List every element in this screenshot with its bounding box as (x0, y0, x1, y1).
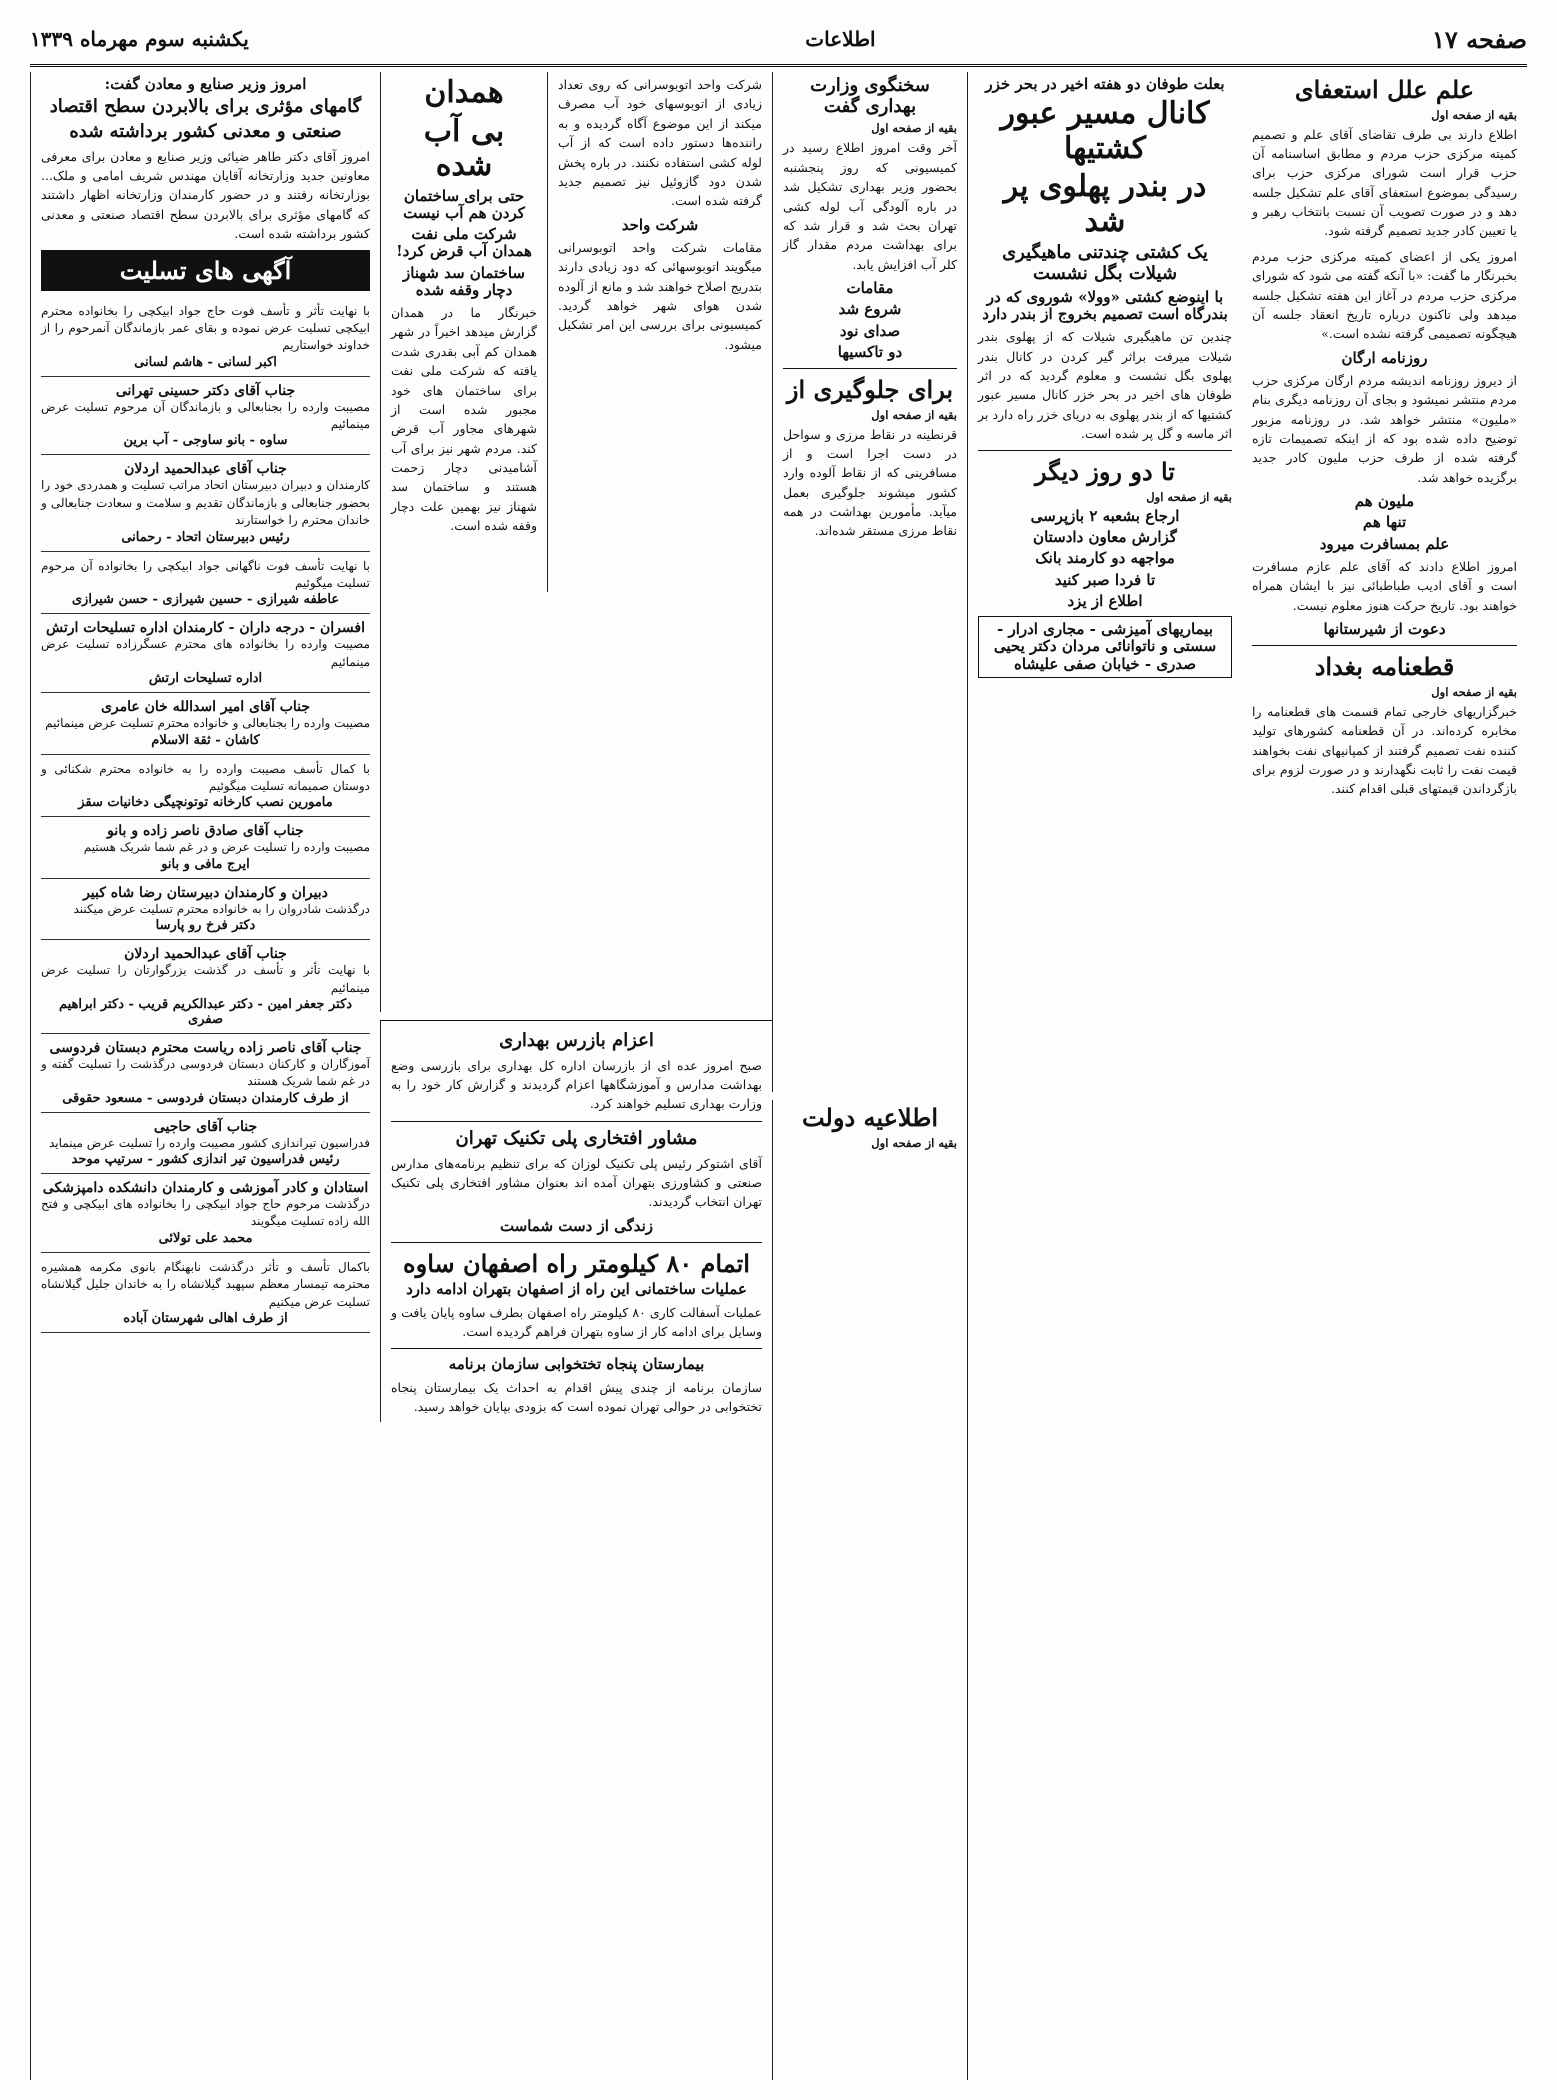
divider (391, 1121, 762, 1122)
article-body: آقای اشتوکر رئیس پلی تکنیک لوزان که برای تنظیم برنامه‌های مدارس صنعتی و کشاورزی بتهران آمده اند بعنوان مشاور افتخاری پلی تکنیک تهران انتخاب گردیدند. (391, 1155, 762, 1210)
continued-label: بقیه از صفحه اول (871, 1135, 957, 1150)
condolence-notice (41, 377, 370, 456)
notice-signature: رئیس دبیرستان اتحاد - رحمانی (121, 529, 290, 545)
continued-label: بقیه از صفحه اول (871, 121, 957, 136)
condolence-ads-title: آگهی های تسلیت (41, 250, 370, 291)
notice-body: درگذشت مرحوم حاج جواد ابیکچی را بخانواده های ابیکچی و فتح الله زاده تسلیت میگویند (41, 1197, 370, 1229)
subheadline: عملیات ساختمانی این راه از اصفهان بتهران ادامه دارد (406, 1280, 747, 1299)
notice-body: باکمال تأسف و تأثر درگذشت نابهنگام بانوی مکرمه همشیره محترمه تیمسار معظم سپهبد گیلانشاه را به خاندان جلیل گیلانشاه تسلیت عرض میکنیم (41, 1259, 370, 1309)
notice-signature: از طرف کارمندان دبستان فردوسی - مسعود حقوقی (62, 1090, 349, 1106)
notice-signature: اداره تسلیحات ارتش (148, 671, 263, 687)
notice-signature: اکبر لسانی - هاشم لسانی (134, 354, 277, 370)
subhead: علم بمسافرت میرود (1319, 534, 1450, 553)
headline: کانال مسیر عبور کشتیها (1000, 96, 1210, 166)
continued-label: بقیه از صفحه اول (1146, 489, 1232, 504)
notice-body: کارمندان و دبیران دبیرستان اتحاد مراتب تسلیت و همدردی خود را بحضور جنابعالی و بازماندگان تقدیم و سلامت و سعادت جنابعالی و خاندان محترم را خواستارند (41, 478, 370, 528)
notice-title: جناب آقای صادق ناصر زاده و بانو (107, 823, 304, 840)
article-body: چندین تن ماهیگیری شیلات که از پهلوی بندر شیلات میرفت براثر گیر کردن در کانال بندر پهلوی بگل نشست و معلوم گردید که در اثر طوفان های اخیر در بحر خزر کانال مسیر عبور کشتیها که از بندر پهلوی به دریای خزر راه دارد بر اثر ماسه و گل پر شده است. (978, 329, 1232, 441)
notice-body: آموزگاران و کارکنان دبستان فردوسی درگذشت را تسلیت گفته و در غم شما شریک هستند (41, 1056, 370, 1089)
divider (783, 368, 957, 369)
divider (391, 1348, 762, 1349)
article-title: بیمارستان پنجاه تختخوابی سازمان برنامه (448, 1355, 705, 1374)
notice-title: استادان و کادر آموزشی و کارمندان دانشکده دامپزشکی (42, 1180, 369, 1197)
article-title: اتمام ۸۰ کیلومتر راه اصفهان ساوه (403, 1248, 750, 1278)
page-number: صفحه ۱۷ (1431, 24, 1527, 54)
condolence-notice (41, 817, 370, 878)
subhead: روزنامه ارگان (1341, 348, 1428, 367)
headline: همدان (424, 75, 504, 110)
divider (1252, 645, 1517, 646)
column-2 (967, 72, 1242, 2080)
subhead: صدای نود (839, 321, 901, 340)
article-body: سازمان برنامه از چندی پیش اقدام به احداث یک بیمارستان پنجاه تختخوابی در حوالی تهران نموده است که بزودی بپایان خواهد رسید. (391, 1379, 762, 1415)
notice-body: با نهایت تأثر و تأسف در گذشت بزرگوارتان را تسلیت عرض مینمائیم (41, 963, 370, 995)
notice-body: مصیبت وارده را بجنابعالی و بازماندگان آن مرحوم تسلیت عرض مینمائیم (41, 399, 370, 432)
subhead: تنها هم (1362, 513, 1407, 532)
notice-title: جناب آقای حاجیی (153, 1118, 258, 1135)
article-title: اطلاعیه دولت (801, 1103, 939, 1132)
column-1 (1242, 72, 1527, 2080)
notice-signature: کاشان - ثقة الاسلام (151, 732, 260, 748)
condolence-notice (41, 552, 370, 615)
article-body: مقامات شرکت واحد اتوبوسرانی میگویند اتوبوسهائی که دود زیادی دارند بتدریج اصلاح خواهند شد و مانع از آلوده شدن هوای شهر خواهد گردید. کمیسیونی برای بررسی این امر تشکیل میشود. (558, 239, 762, 352)
notice-body: درگذشت شادروان را به خانواده محترم تسلیت عرض میکنند (73, 901, 370, 916)
condolence-notice (41, 1174, 370, 1253)
subhead: شروع شد (838, 300, 902, 319)
article-body: امروز یکی از اعضای کمیته مرکزی حزب مردم بخبرنگار ما گفت: «با آنکه گفته می شود که شورای مرکزی حزب مردم در آغاز این هفته تشکیل جلسه میدهد ولی تاکنون درباره تاریخ انعقاد جلسه آن هیچگونه تصمیمی گرفته نشده است.» (1252, 248, 1517, 342)
subhead: زندگی از دست شماست (499, 1216, 654, 1235)
condolence-notice (41, 755, 370, 818)
paper-name: اطلاعات (805, 27, 876, 51)
notice-signature: رئیس فدراسیون تیر اندازی کشور - سرتیپ موحد (71, 1152, 340, 1168)
notice-body: مصیبت وارده را تسلیت عرض و در غم شما شریک هستیم (83, 840, 370, 855)
masthead-rule (30, 64, 1527, 67)
subhead: دعوت از شیرستانها (1323, 620, 1446, 639)
condolence-notice (41, 1034, 370, 1113)
subhead: مقامات (846, 279, 894, 297)
continued-label: بقیه از صفحه اول (871, 407, 957, 422)
condolence-notice (41, 614, 370, 693)
condolence-notice (41, 879, 370, 940)
divider (391, 1242, 762, 1243)
article-body: امروز آقای دکتر طاهر ضیائی وزیر صنایع و معادن برای معرفی معاونین جدید وزارتخانه آقایان مهندس شریف امامی و ملک... بوزارتخانه رفتند و در حضور کارمندان وزارتخانه اظهار داشتند که گامهای مؤثری برای بالابردن سطح اقتصاد صنعتی و معدنی کشور برداشته شده است. (41, 148, 370, 242)
article-body: امروز اطلاع دادند که آقای علم عازم مسافرت است و آقای ادیب طباطبائی نیز با ایشان همراه خواهند بود. تاریخ حرکت هنوز معلوم نیست. (1252, 558, 1517, 613)
article-title: علم علل استعفای (1294, 75, 1475, 104)
condolence-notice (41, 940, 370, 1034)
article-body: قرنطینه در نقاط مرزی و سواحل در دست اجرا است و از مسافرینی که از نقاط آلوده وارد کشور میشوند جلوگیری بعمل میآید. مأمورین بهداشت در همه نقاط مرزی مستقر شده‌اند. (783, 426, 957, 539)
notice-title: افسران - درجه داران - کارمندان اداره تسلیحات ارتش (46, 620, 365, 637)
column-3-lower (772, 1100, 967, 2080)
notice-signature: ساوه - بانو ساوجی - آب برین (123, 433, 288, 449)
article-body: عملیات آسفالت کاری ۸۰ کیلومتر راه اصفهان بطرف ساوه پایان یافت و وسایل برای ادامه کار از ساوه بتهران فراهم گردیده است. (391, 1304, 762, 1340)
headline: صنعتی و معدنی کشور برداشته شده (69, 120, 342, 142)
article-body: خبرگزاریهای خارجی تمام قسمت های قطعنامه را مخابره کرده‌اند. در آن قطعنامه کشورهای تولید کننده نفت تصمیم گرفتند از کمپانیهای نفت بخواهند قیمت نفت را ثابت نگهدارند و در صورت لزوم برای بازگرداندن قیمتهای قبلی اقدام کنند. (1252, 703, 1517, 797)
column-6 (30, 72, 380, 2080)
subhead: دو تاکسیها (837, 342, 903, 361)
notice-signature: مامورین نصب کارخانه توتونچیگی دخانیات سقز (78, 795, 333, 811)
headline: بی آب شده (423, 113, 505, 183)
subheadline: با اینوضع کشتی «وولا» شوروی که در بندرگاه است تصمیم بخروج از بندر دارد (982, 287, 1228, 323)
notice-signature: ایرج مافی و بانو (161, 856, 250, 872)
article-body: شرکت واحد اتوبوسرانی که روی تعداد زیادی از اتوبوسهای خود آب مصرف میکند از این موضوع آگاه گردیده و به راننده‌ها دستور داده است که از آب لوله کشی استفاده نکنند. در باره پخش شدن دود گازوئیل نیز تصمیم جدید گرفته شده است. (558, 77, 762, 209)
continued-label: بقیه از صفحه اول (1431, 684, 1517, 699)
subhead: ارجاع بشعبه ۲ بازپرسی (1030, 506, 1180, 525)
article-title: برای جلوگیری از (786, 375, 954, 404)
headline: گامهای مؤثری برای بالابردن سطح اقتصاد (49, 96, 362, 118)
article-title: تا دو روز دیگر (1035, 457, 1175, 487)
notice-title: جناب آقای دکتر حسینی تهرانی (115, 382, 296, 399)
notice-title: دبیران و کارمندان دبیرستان رضا شاه کبیر (83, 884, 328, 901)
condolence-notices (41, 297, 370, 1334)
notice-body: با نهایت تأسف فوت ناگهانی جواد ابیکچی را بخانواده آن مرحوم تسلیت میگوئیم (41, 558, 370, 591)
advertisement: بیماریهای آمیزشی - مجاری ادرار - سستی و ناتوانائی مردان دکتر یحیی صدری - خیابان صفی علیشاه (978, 616, 1232, 678)
notice-body: با کمال تأسف مصیبت وارده را به خانواده محترم شکنائی و دوستان صمیمانه تسلیت میگوئیم (41, 761, 370, 793)
subhead: تا فردا صبر کنید (1054, 570, 1156, 589)
article-title: اعزام بازرس بهداری (499, 1030, 654, 1051)
condolence-notice (41, 455, 370, 551)
article-body: خبرنگار ما در همدان گزارش میدهد اخیراً در شهر همدان کم آبی بقدری شدت یافته که شرکت ملی نفت برای ساختمان های خود مجبور شده است از شهرهای مجاور آب قرض کند. مردم شهر نیز برای آب آشامیدنی دچار زحمت هستند و ساختمان سد شهناز نیز بهمین علت دچار وقفه شده است. (391, 305, 537, 534)
notice-title: جناب آقای عبدالحمید اردلان (124, 946, 287, 963)
subhead: گزارش معاون دادستان (1033, 528, 1177, 547)
subheadline: شرکت ملی نفت همدان آب قرض کرد! (396, 225, 532, 261)
subhead: ملیون هم (1354, 492, 1415, 511)
notice-title: جناب آقای امیر اسدالله خان عامری (100, 699, 311, 716)
article-body: صبح امروز عده ای از بازرسان اداره کل بهداری برای بازرسی وضع بهداشت مدارس و آموزشگاهها اعزام گردیدند و گزارش کار خود را به وزارت بهداری تسلیم خواهند کرد. (391, 1057, 762, 1112)
headline: سخنگوی وزارت بهداری گفت (810, 75, 930, 117)
issue-date: یکشنبه سوم مهرماه ۱۳۳۹ (30, 27, 249, 51)
condolence-notice (41, 1253, 370, 1333)
lower-center-block (380, 1020, 772, 1422)
condolence-notice (41, 1113, 370, 1174)
masthead (30, 18, 1527, 60)
article-body: آخر وقت امروز اطلاع رسید در کمیسیونی که روز پنجشنبه بحضور وزیر بهداری تشکیل شد در باره آلودگی آب لوله کشی تهران بحث شد و قرار شد که برای بهداشت مردم مقدار گاز کلر آب افزایش یابد. (783, 140, 957, 272)
notice-body: با نهایت تأثر و تأسف فوت حاج جواد ابیکچی را بخانواده محترم ابیکچی تسلیت عرض نموده و بقای عمر بازماندگان آنمرحوم را از خداوند خواستاریم (41, 303, 370, 353)
headline: در بندر پهلوی پر شد (1003, 169, 1207, 239)
divider (978, 450, 1232, 451)
column-5 (380, 72, 547, 1012)
subheadline: حتی برای ساختمان کردن هم آب نیست (403, 186, 525, 222)
subheadline: ساختمان سد شهناز دچار وقفه شده (403, 263, 525, 299)
headline-kicker: بعلت طوفان دو هفته اخیر در بحر خزر (985, 75, 1225, 93)
article-title: مشاور افتخاری پلی تکنیک تهران (455, 1127, 698, 1149)
continued-label: بقیه از صفحه اول (1431, 107, 1517, 122)
notice-signature: محمد علی تولائی (158, 1230, 253, 1246)
notice-title: جناب آقای ناصر زاده ریاست محترم دبستان فردوسی (49, 1039, 362, 1056)
subhead: اطلاع از یزد (1067, 591, 1143, 610)
notice-title: جناب آقای عبدالحمید اردلان (124, 461, 287, 478)
subhead: شرکت واحد (621, 215, 699, 234)
article-body: از دیروز روزنامه اندیشه مردم ارگان مرکزی حزب مردم منتشر نمیشود و بجای آن روزنامه دیگری بنام «ملیون» منتشر خواهد شد. در روزنامه مزبور توضیح داده شده بود که از اینکه تصمیمات تازه گرفته شده از طرف حزب ملیون کادر جدید برگزیده خواهد شد. (1252, 372, 1517, 485)
column-4 (547, 72, 772, 592)
headline-kicker: امروز وزیر صنایع و معادن گفت: (104, 75, 307, 93)
notice-signature: دکتر جعفر امین - دکتر عبدالکریم قریب - دکتر ابراهیم صفری (58, 996, 353, 1027)
column-3 (772, 72, 967, 1092)
article-body: اطلاع دارند بی طرف تقاضای آقای علم و تصمیم کمیته مرکزی حزب مردم و مطابق اساسنامه آن حزب قرار است شورای مرکزی حزب برای رسیدگی بموضوع استعفای آقای علم تشکیل جلسه دهد و در صورت تصویب آن نسبت بانتخاب رهبر و یا تعیین کادر جدید تصمیم گرفته شود. (1252, 126, 1517, 239)
subheadline: یک کشتی چندتنی ماهیگیری شیلات بگل نشست (1002, 242, 1208, 284)
notice-body: مصیبت وارده را بخانواده های محترم عسگرزاده تسلیت عرض مینمائیم (41, 637, 370, 669)
notice-body: فدراسیون تیراندازی کشور مصیبت وارده را تسلیت عرض مینماید (48, 1135, 370, 1150)
condolence-notice (41, 297, 370, 377)
notice-body: مصیبت وارده را بجنابعالی و خانواده محترم تسلیت عرض مینمائیم (45, 716, 370, 731)
article-title: قطعنامه بغداد (1314, 652, 1455, 682)
subhead: مواجهه دو کارمند بانک (1035, 549, 1175, 568)
notice-signature: عاطفه شیرازی - حسین شیرازی - حسن شیرازی (71, 592, 340, 608)
notice-signature: از طرف اهالی شهرستان آباده (123, 1311, 288, 1327)
notice-signature: دکتر فرخ رو پارسا (155, 918, 256, 934)
condolence-notice (41, 693, 370, 754)
